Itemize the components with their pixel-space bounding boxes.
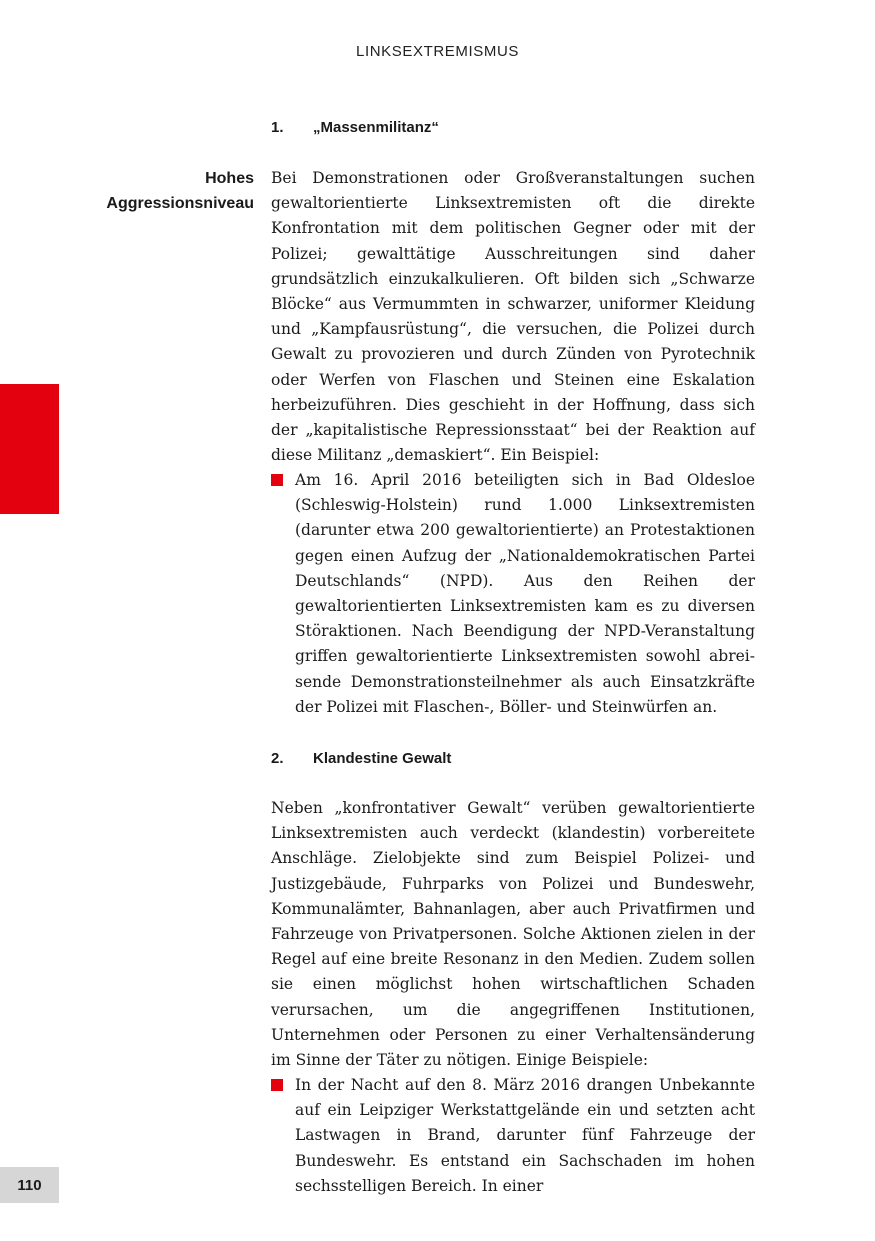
- page-number: 110: [0, 1167, 59, 1203]
- bullet-text: Am 16. April 2016 beteiligten sich in Bad Oldesloe (Schleswig-Holstein) rund 1.000 Linksextremisten (darunter etwa 200 gewaltorientierte) an Protestaktionen gegen einen Aufzug der „Nationaldemokratischen Partei Deutschlands“ (NPD). Aus den Reihen der gewaltorientierten Linksextremisten kam es zu diversen Störaktionen. Nach Beendigung der NPD-Veranstaltung griffen gewaltorientierte Linksextremisten sowohl abreisende Demonstrationsteilnehmer als auch Einsatzkräfte der Polizei mit Flaschen-, Böller- und Steinwürfen an.: [295, 471, 755, 716]
- section-1-bullet-item: [271, 468, 755, 720]
- margin-note: [60, 166, 254, 216]
- bullet-square-icon: [271, 1079, 283, 1091]
- bullet-text: In der Nacht auf den 8. März 2016 drangen Unbekannte auf ein Leipziger Werkstattgelände ein und setzten acht Lastwagen in Brand, darunter fünf Fahrzeuge der Bundeswehr. Es entstand ein Sachschaden im hohen sechsstelligen Bereich. In einer: [295, 1076, 755, 1195]
- section-2-heading: [271, 750, 451, 767]
- chapter-color-tab: [0, 384, 59, 514]
- section-1-number: 1.: [271, 119, 284, 136]
- section-1-paragraph: Bei Demonstrationen oder Großveranstaltungen suchen gewaltorientierte Linksextremisten oft die direkte Konfrontation mit dem politischen Gegner oder mit der Polizei; gewalttätige Ausschreitungen sind daher grundsätzlich einzukalkulieren. Oft bilden sich „Schwarze Blöcke“ aus Vermummten in schwarzer, uniformer Kleidung und „Kampfausrüstung“, die versuchen, die Polizei durch Gewalt zu provozieren und durch Zünden von Pyrotechnik oder Werfen von Flaschen und Steinen eine Eskalation herbeizuführen. Dies geschieht in der Hoffnung, dass sich der „kapitalistische Repressionsstaat“ bei der Reaktion auf diese Militanz „demaskiert“. Ein Beispiel:: [271, 169, 755, 465]
- margin-note-line-1: Hohes: [205, 170, 254, 187]
- section-1-heading: [271, 119, 439, 136]
- section-2-number: 2.: [271, 750, 284, 767]
- running-header: LINKSEXTREMISMUS: [356, 43, 519, 60]
- section-2-paragraph: Neben „konfrontativer Gewalt“ verüben gewaltorientierte Linksextremisten auch verdeckt (klandestin) vorbereitete Anschläge. Zielobjekte sind zum Beispiel Polizei- und Justizgebäude, Fuhrparks von Polizei und Bundeswehr, Kommunalämter, Bahnanlagen, aber auch Privatfirmen und Fahrzeuge von Privatpersonen. Solche Aktionen zielen in der Regel auf eine breite Resonanz in den Medien. Zudem sollen sie einen möglichst hohen wirtschaftlichen Schaden verursachen, um die angegriffenen Institutionen, Unternehmen oder Personen zu einer Verhaltensänderung im Sinne der Täter zu nötigen. Einige Beispiele:: [271, 799, 755, 1070]
- section-1-title: „Massenmilitanz“: [313, 119, 439, 136]
- bullet-square-icon: [271, 474, 283, 486]
- margin-note-line-2: Aggressionsniveau: [106, 195, 254, 212]
- section-2-title: Klandestine Gewalt: [313, 750, 452, 767]
- section-2-bullet-item: [271, 1073, 755, 1199]
